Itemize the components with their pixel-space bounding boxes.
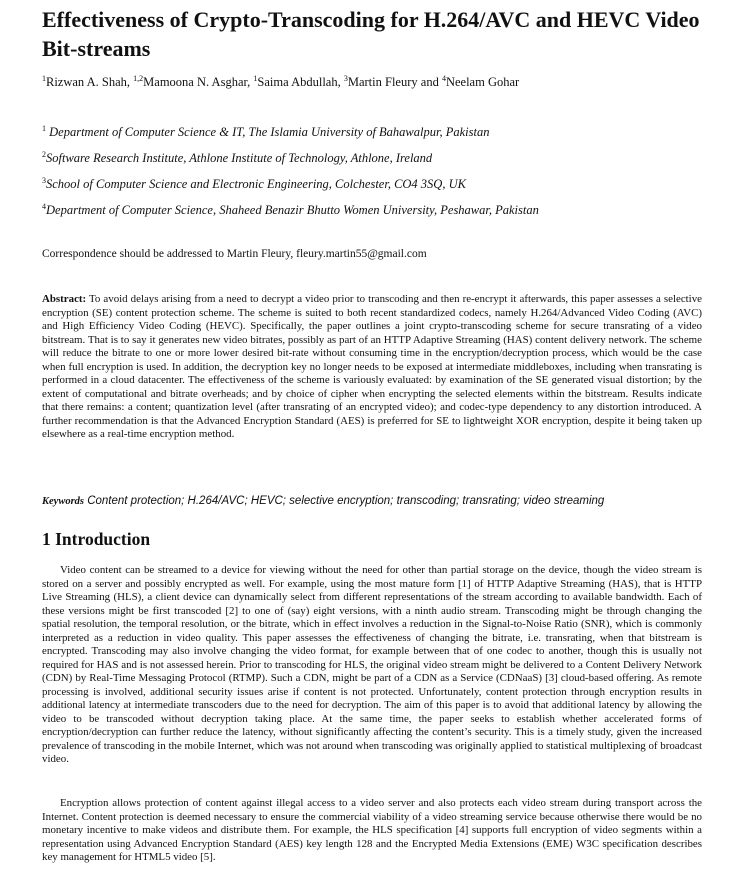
correspondence-line: Correspondence should be addressed to Martin Fleury, fleury.martin55@gmail.com (42, 248, 427, 260)
author-affiliation-marker: 1 (253, 74, 258, 83)
author (42, 75, 133, 89)
author-name: Martin Fleury and (347, 75, 442, 90)
affiliation (42, 147, 432, 166)
affiliation (42, 199, 539, 218)
abstract (42, 293, 702, 442)
affiliation-text: School of Computer Science and Electronic Engineering, Colchester, CO4 3SQ, UK (46, 177, 466, 192)
affiliation-marker: 1 (42, 124, 46, 133)
affiliation-text: Department of Computer Science, Shaheed Benazir Bhutto Women University, Peshawar, Pakistan (46, 203, 539, 218)
author (442, 75, 519, 89)
affiliation-marker: 4 (42, 202, 46, 211)
author-name: Mamoona N. Asghar, (143, 75, 254, 90)
affiliation-text: Software Research Institute, Athlone Institute of Technology, Athlone, Ireland (46, 151, 433, 166)
keywords (42, 494, 702, 509)
author-affiliation-marker: 1 (42, 74, 46, 83)
affiliation-marker: 2 (42, 150, 46, 159)
keywords-label: Keywords (42, 496, 84, 507)
author-name: Neelam Gohar (445, 75, 520, 90)
abstract-text: To avoid delays arising from a need to decrypt a video prior to transcoding and then re-encrypt it afterwards, this paper assesses a selective encryption (SE) content protection scheme. The scheme is suited to both recent standardized codecs, namely H.264/Advanced Video Coding (AVC) and High Efficiency Video Coding (HEVC). Specifically, the paper outlines a joint crypto-transcoding scheme for secure transrating of a video bitstream. That is to say it generates new video bitrates, possibly as part of an HTTP Adaptive Streaming (HAS) content delivery network. The scheme will reduce the bitrate to one or more lower desired bit-rate without consuming time in the encryption/decryption process, which would be the case when full encryption is used. In addition, the decryption key no longer needs to be exposed at intermediate middleboxes, including when transrating is performed in a cloud datacenter. The effectiveness of the scheme is variously evaluated: by examination of the SE generated visual distortion; by the extent of computational and bitrate overheads; and by choice of cipher when encrypting the selected elements within the bitstream. Results indicate that there remains: a content; quantization level (after transrating of an encrypted video); and codec-type dependency to any distortion introduced. A further recommendation is that the Advanced Encryption Standard (AES) is preferred for SE to lightweight XOR encryption, despite it being taken up elsewhere as a real-time encryption method. (42, 293, 702, 440)
body-paragraph: Encryption allows protection of content against illegal access to a video server and also protects each video stream during transport across the Internet. Content protection is deemed necessary to ensure the commercial viability of a video streaming service because otherwise there would be no monetary incentive to make videos and distribute them. For example, the HLS specification [4] supports full encryption of video segments within a representation using Advanced Encryption Standard (AES) key length 128 and the Encrypted Media Extensions (EME) W3C specification describes key management for HTML5 video [5]. (42, 797, 702, 863)
author-name: Saima Abdullah, (257, 75, 344, 90)
affiliation-text: Department of Computer Science & IT, The Islamia University of Bahawalpur, Pakistan (46, 125, 490, 140)
affiliation-marker: 3 (42, 176, 46, 185)
author-list (42, 71, 519, 90)
body-paragraph: Video content can be streamed to a device for viewing without the need for other than partial storage on the device, though the video stream is stored on a server and possibly encrypted as well. For example, using the most mature form [1] of HTTP Adaptive Streaming (HAS), that is HTTP Live Streaming (HLS), a client device can dynamically select from different representations of the stream according to available bandwidth. Each of these versions might be first transcoded [2] to one of (say) eight versions, with a ninth audio stream. Transcoding might be through changing the spatial resolution, the temporal resolution, or the bitrate, which in effect involves a reduction in the Signal-to-Noise Ratio (SNR), which is commonly interpreted as a reduction in video quality. This paper assesses the effectiveness of changing the bitrate, i.e. transrating, when that bitstream is encrypted. Transcoding may also involve changing the video format, for example between that of one codec to another, though this is usually not required for HAS and is not assessed herein. Prior to transcoding for HLS, the original video stream might be delivered to a Content Delivery Network (CDN) by Real-Time Messaging Protocol (RTMP). Such a CDN, might be part of a CDN as a Service (CDNaaS) [3] cloud-based offering. As remote processing is involved, additional security issues arise if content is not protected. Unfortunately, content protection through encryption results in additional latency at intermediate transcoders due to the need for decryption. The aim of this paper is to avoid that additional latency by allowing the video to be transcoded without decryption taking place. At the same time, the paper seeks to establish whether accelerated forms of encryption/decryption can further reduce the latency, without significantly affecting the content’s security. This is a timely study, given the increased prevalence of transcoding in the mobile Internet, which was not around when transcoding was originally applied to statistical multiplexing of broadcast video. (42, 564, 702, 765)
author-affiliation-marker: 4 (441, 74, 446, 83)
author (344, 75, 442, 89)
section-heading: 1 Introduction (42, 529, 151, 549)
author-name: Rizwan A. Shah, (46, 75, 134, 90)
author-affiliation-marker: 1,2 (133, 74, 144, 83)
author (253, 75, 343, 89)
paper-title: Effectiveness of Crypto-Transcoding for H.264/AVC and HEVC Video Bit-streams (42, 7, 700, 61)
keywords-text: Content protection; H.264/AVC; HEVC; selective encryption; transcoding; transrating; video streaming (84, 495, 605, 507)
author-affiliation-marker: 3 (343, 74, 348, 83)
abstract-label: Abstract: (42, 293, 87, 305)
affiliation (42, 121, 489, 140)
affiliation (42, 173, 466, 192)
author (133, 75, 253, 89)
